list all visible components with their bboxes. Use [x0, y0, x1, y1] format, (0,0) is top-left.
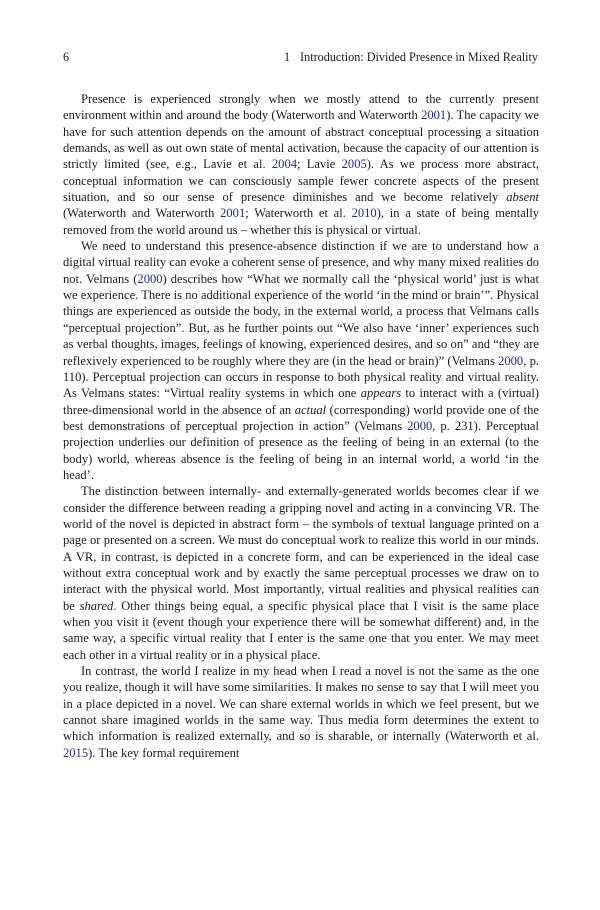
citation-link[interactable]: 2000: [498, 353, 524, 368]
chapter-number: 1: [283, 50, 291, 64]
paragraph: [63, 91, 539, 238]
paragraph: [63, 483, 539, 663]
text-segment: ). As we process more abstract, conceptual information we can consciously sample fewer concrete aspects of the present situation, and so our sense of presence diminishes and we become relatively: [63, 157, 539, 205]
text-segment: ; Waterworth et al.: [245, 206, 352, 221]
text-segment: We need to understand this presence-absence distinction if we are to understand how a digital virtual reality can evoke a coherent sense of presence, and why many mixed realities do not. Velmans (: [63, 239, 539, 286]
citation-link[interactable]: 2000: [137, 271, 163, 286]
body-text: [63, 91, 539, 761]
citation-link[interactable]: 2001: [220, 206, 246, 221]
emphasis-text: shared: [79, 598, 114, 613]
page-number: 6: [63, 50, 70, 64]
citation-link[interactable]: 2015: [63, 745, 89, 760]
citation-link[interactable]: 2000: [407, 418, 433, 433]
chapter-title: Introduction: Divided Presence in Mixed Reality: [300, 50, 538, 64]
text-segment: ). The key formal requirement: [88, 745, 240, 760]
paragraph: [63, 238, 539, 483]
text-segment: (Waterworth and Waterworth: [63, 206, 221, 221]
citation-link[interactable]: 2010: [351, 206, 377, 221]
citation-link[interactable]: 2005: [341, 157, 367, 172]
text-segment: (corresponding) world provide one of the best demonstrations of perceptual projection in action” (Velmans: [63, 402, 540, 433]
citation-link[interactable]: 2004: [271, 157, 297, 172]
chapter-heading: [284, 49, 538, 65]
text-segment: ; Lavie: [296, 157, 342, 172]
emphasis-text: actual: [294, 402, 327, 417]
emphasis-text: absent: [506, 190, 539, 205]
running-header: [63, 49, 538, 65]
text-segment: ). The capacity we have for such attention depends on the amount of abstract conceptual processing a situation demands, as well as out own state of mental activation, because the capacity of our attention is strictly limited (see, e.g., Lavie et al.: [63, 108, 539, 172]
emphasis-text: appears: [360, 386, 402, 401]
text-segment: , p. 231). Perceptual projection underlies our definition of presence as the feeling of being in an external (to the body) world, whereas absence is the feeling of being in an internal world, a world ‘in the head’.: [63, 418, 539, 482]
text-segment: . Other things being equal, a specific physical place that I visit is the same place when you visit it (event though your experience there will be somewhat different) and, in the same way, a specific virtual reality that I enter is the same one that you enter. We may meet each other in a virtual reality or in a physical place.: [63, 598, 539, 662]
text-segment: , p. 110). Perceptual projection can occurs in response to both physical reality and virtual reality. As Velmans states: “Virtual reality systems in which one: [63, 353, 539, 401]
text-segment: to interact with a (virtual) three-dimensional world in the absence of an: [63, 386, 539, 417]
text-segment: ), in a state of being mentally removed from the world around us – whether this is physical or virtual.: [63, 206, 540, 237]
text-segment: Presence is experienced strongly when we mostly attend to the currently present environment within and around the body (Waterworth and Waterworth: [63, 92, 539, 123]
text-segment: In contrast, the world I realize in my head when I read a novel is not the same as the one you realize, though it will have some similarities. It makes no sense to say that I will meet you in a place depicted in a novel. We can share external worlds in which we feel present, but we cannot share imagined worlds in the same way. Thus media form determines the extent to which information is realized externally, and so is sharable, or internally (Waterworth et al.: [63, 664, 539, 744]
citation-link[interactable]: 2001: [421, 108, 447, 123]
text-segment: ) describes how “What we normally call the ‘physical world’ just is what we experience. There is no additional experience of the world ‘in the mind or brain’”. Physical things are experienced as outside the body, in the external world, a process that Velmans calls “perceptual projection”. But, as he further points out “We also have ‘inner’ experiences such as verbal thoughts, images, feelings of knowing, experienced desires, and so on” and “they are reflexively experienced to be roughly where they are (in the head or brain)” (Velmans: [63, 271, 539, 368]
paragraph: [63, 663, 539, 761]
text-segment: The distinction between internally- and externally-generated worlds becomes clear if we consider the difference between reading a gripping novel and acting in a convincing VR. The world of the novel is depicted in abstract form – the symbols of textual language printed on a page or presented on a screen. We must do conceptual work to realize this world in our minds. A VR, in contrast, is depicted in a concrete form, and can be experienced in the ideal case without extra conceptual work and by exactly the same perceptual processes we draw on to interact with the physical world. Most importantly, virtual realities and physical realities can be: [63, 484, 539, 613]
